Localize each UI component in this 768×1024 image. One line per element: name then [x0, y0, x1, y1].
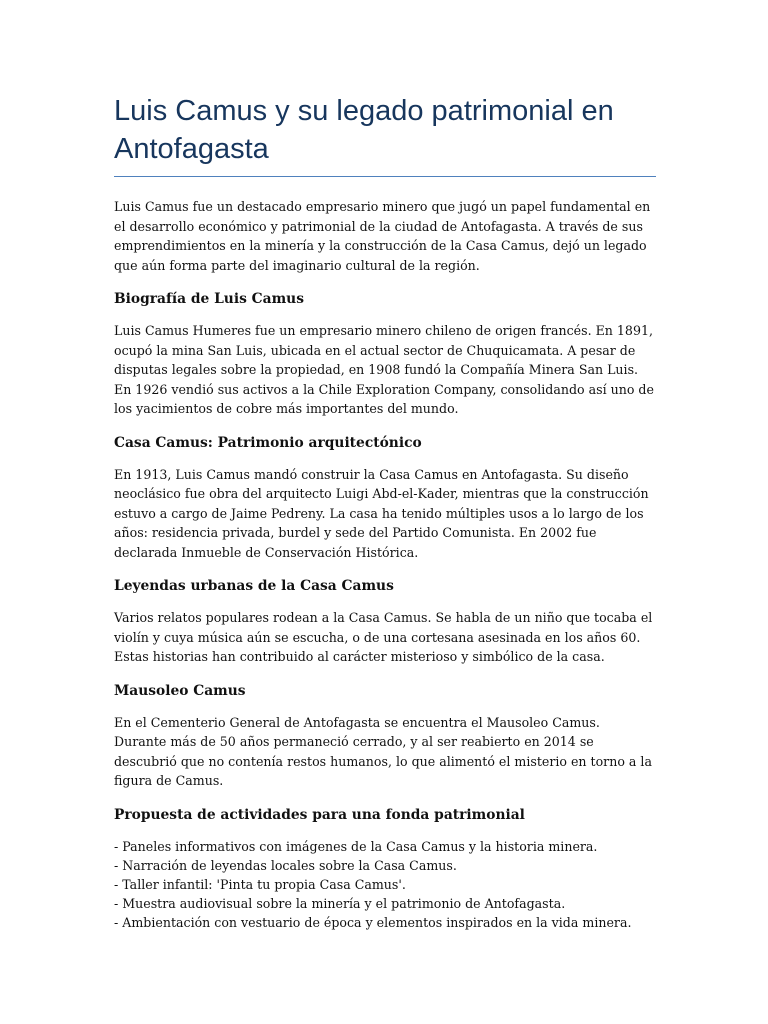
document-page	[114, 92, 656, 932]
section-body-leyendas: Varios relatos populares rodean a la Casa Camus. Se habla de un niño que tocaba el violín y cuya música aún se escucha, o de una cortesana asesinada en los años 60. Estas historias han contribuido al carácter misterioso y simbólico de la casa.	[114, 610, 653, 664]
section-heading-leyendas: Leyendas urbanas de la Casa Camus	[114, 578, 394, 594]
intro-paragraph: Luis Camus fue un destacado empresario minero que jugó un papel fundamental en el desarrollo económico y patrimonial de la ciudad de Antofagasta. A través de sus emprendimientos en la minería y la construcción de la Casa Camus, dejó un legado que aún forma parte del imaginario cultural de la región.	[114, 199, 651, 273]
section-heading-mausoleo: Mausoleo Camus	[114, 682, 246, 699]
list-item: - Taller infantil: 'Pinta tu propia Casa Camus'.	[114, 876, 406, 892]
section-heading-actividades: Propuesta de actividades para una fonda patrimonial	[114, 806, 525, 823]
section-body-biografia: Luis Camus Humeres fue un empresario minero chileno de origen francés. En 1891, ocupó la mina San Luis, ubicada en el actual sector de Chuquicamata. A pesar de disputas legales sobre la propiedad, en 1908 fundó la Compañía Minera San Luis. En 1926 vendió sus activos a la Chile Exploration Company, consolidando así uno de los yacimientos de cobre más importantes del mundo.	[114, 323, 654, 416]
activities-list	[114, 837, 656, 932]
section-body-casa-camus: En 1913, Luis Camus mandó construir la Casa Camus en Antofagasta. Su diseño neoclásico fue obra del arquitecto Luigi Abd-el-Kader, mientras que la construcción estuvo a cargo de Jaime Pedreny. La casa ha tenido múltiples usos a lo largo de los años: residencia privada, burdel y sede del Partido Comunista. En 2002 fue declarada Inmueble de Conservación Histórica.	[114, 466, 649, 560]
list-item: - Muestra audiovisual sobre la minería y el patrimonio de Antofagasta.	[114, 895, 566, 911]
section-heading-casa-camus: Casa Camus: Patrimonio arquitectónico	[114, 434, 422, 451]
section-body-mausoleo: En el Cementerio General de Antofagasta se encuentra el Mausoleo Camus. Durante más de 50 años permaneció cerrado, y al ser reabierto en 2014 se descubrió que no contenía restos humanos, lo que alimentó el misterio en torno a la figura de Camus.	[114, 714, 652, 788]
section-heading-biografia: Biografía de Luis Camus	[114, 291, 304, 307]
list-item: - Ambientación con vestuario de época y elementos inspirados en la vida minera.	[114, 914, 632, 930]
list-item: - Narración de leyendas locales sobre la Casa Camus.	[114, 857, 457, 873]
document-title: Luis Camus y su legado patrimonial en Antofagasta	[114, 92, 656, 177]
list-item: - Paneles informativos con imágenes de la Casa Camus y la historia minera.	[114, 838, 598, 854]
